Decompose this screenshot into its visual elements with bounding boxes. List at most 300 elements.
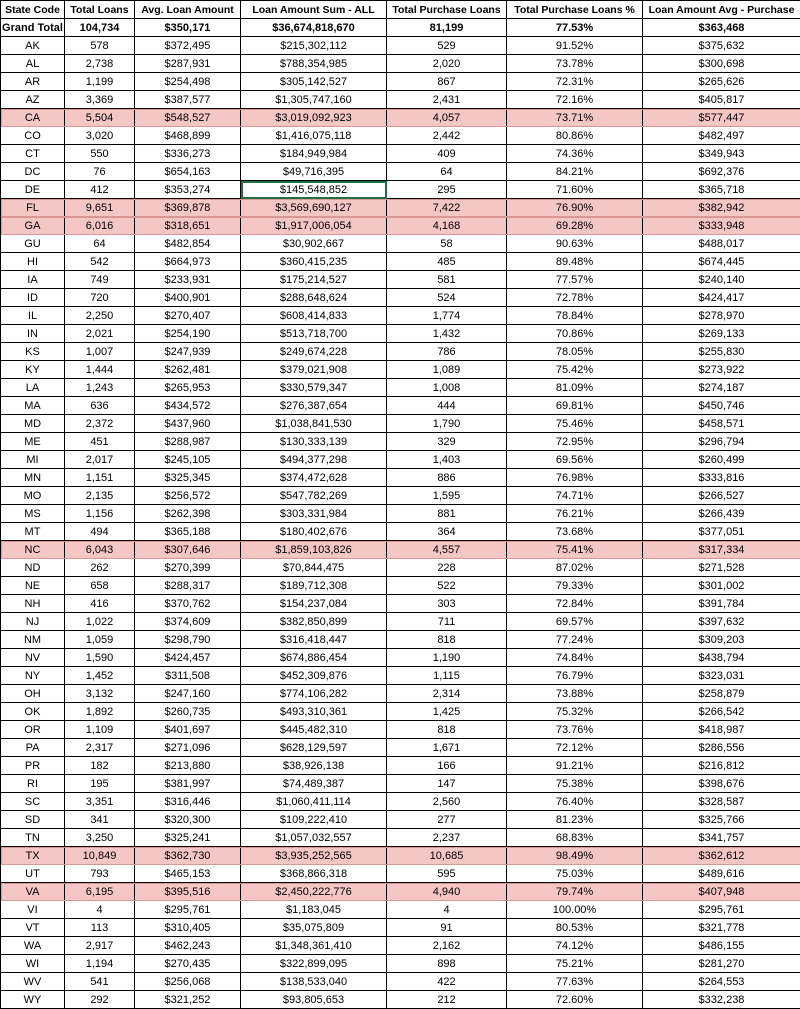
cell-loan-amount-avg-purchase[interactable]: $333,816	[643, 469, 800, 487]
cell-loan-amount-avg-purchase[interactable]: $295,761	[643, 901, 800, 919]
cell-loan-amount-sum[interactable]: $322,899,095	[241, 955, 387, 973]
cell-total-loans[interactable]: 10,849	[65, 847, 135, 865]
cell-avg-loan-amount[interactable]: $288,987	[135, 433, 241, 451]
cell-purchase-loans-pct[interactable]: 78.84%	[507, 307, 643, 325]
cell-purchase-loans[interactable]: 58	[387, 235, 507, 253]
cell-purchase-loans-pct[interactable]: 72.60%	[507, 991, 643, 1009]
header-state-code[interactable]: State Code	[1, 1, 65, 19]
cell-total-loans[interactable]: 793	[65, 865, 135, 883]
cell-purchase-loans[interactable]: 1,190	[387, 649, 507, 667]
cell-purchase-loans[interactable]: 444	[387, 397, 507, 415]
cell-state-code[interactable]: SD	[1, 811, 65, 829]
cell-total-loans[interactable]: 3,369	[65, 91, 135, 109]
cell-purchase-loans-pct[interactable]: 81.23%	[507, 811, 643, 829]
cell-total-loans[interactable]: 542	[65, 253, 135, 271]
cell-purchase-loans-pct[interactable]: 76.98%	[507, 469, 643, 487]
cell-avg-loan-amount[interactable]: $401,697	[135, 721, 241, 739]
cell-state-code[interactable]: WA	[1, 937, 65, 955]
cell-state-code[interactable]: LA	[1, 379, 65, 397]
cell-state-code[interactable]: RI	[1, 775, 65, 793]
cell-total-loans[interactable]: 5,504	[65, 109, 135, 127]
cell-state-code[interactable]: AZ	[1, 91, 65, 109]
cell-avg-loan-amount[interactable]: $245,105	[135, 451, 241, 469]
cell-loan-amount-avg-purchase[interactable]: $266,439	[643, 505, 800, 523]
cell-purchase-loans[interactable]: 524	[387, 289, 507, 307]
cell-loan-amount-sum[interactable]: $305,142,527	[241, 73, 387, 91]
cell-purchase-loans[interactable]: 303	[387, 595, 507, 613]
cell-loan-amount-sum[interactable]: $513,718,700	[241, 325, 387, 343]
cell-total-loans[interactable]: 3,020	[65, 127, 135, 145]
cell-state-code[interactable]: MI	[1, 451, 65, 469]
cell-avg-loan-amount[interactable]: $468,899	[135, 127, 241, 145]
cell-total-loans[interactable]: 2,372	[65, 415, 135, 433]
cell-purchase-loans-pct[interactable]: 72.31%	[507, 73, 643, 91]
cell-purchase-loans-pct[interactable]: 90.63%	[507, 235, 643, 253]
cell-state-code[interactable]: NJ	[1, 613, 65, 631]
cell-avg-loan-amount[interactable]: $365,188	[135, 523, 241, 541]
cell-purchase-loans-pct[interactable]: 75.21%	[507, 955, 643, 973]
cell-avg-loan-amount[interactable]: $381,997	[135, 775, 241, 793]
cell-loan-amount-avg-purchase[interactable]: $323,031	[643, 667, 800, 685]
cell-loan-amount-sum[interactable]: $494,377,298	[241, 451, 387, 469]
cell-purchase-loans[interactable]: 529	[387, 37, 507, 55]
cell-loan-amount-avg-purchase[interactable]: $438,794	[643, 649, 800, 667]
cell-avg-loan-amount[interactable]: $482,854	[135, 235, 241, 253]
cell-loan-amount-avg-purchase[interactable]: $692,376	[643, 163, 800, 181]
cell-loan-amount-sum[interactable]: $184,949,984	[241, 145, 387, 163]
cell-state-code[interactable]: MO	[1, 487, 65, 505]
cell-state-code[interactable]: FL	[1, 199, 65, 217]
cell-state-code[interactable]: NV	[1, 649, 65, 667]
cell-state-code[interactable]: HI	[1, 253, 65, 271]
cell-purchase-loans[interactable]: 1,115	[387, 667, 507, 685]
cell-state-code[interactable]: GA	[1, 217, 65, 235]
cell-purchase-loans[interactable]: 818	[387, 721, 507, 739]
header-loan-amount-sum-all[interactable]: Loan Amount Sum - ALL	[241, 1, 387, 19]
cell-avg-loan-amount[interactable]: $254,498	[135, 73, 241, 91]
cell-avg-loan-amount[interactable]: $311,508	[135, 667, 241, 685]
cell-loan-amount-sum[interactable]: $215,302,112	[241, 37, 387, 55]
cell-avg-loan-amount[interactable]: $310,405	[135, 919, 241, 937]
cell-purchase-loans[interactable]: 422	[387, 973, 507, 991]
cell-loan-amount-sum[interactable]: $1,038,841,530	[241, 415, 387, 433]
cell-total-loans[interactable]: 1,199	[65, 73, 135, 91]
cell-loan-amount-avg-purchase[interactable]: $397,632	[643, 613, 800, 631]
cell-loan-amount-sum[interactable]: $74,489,387	[241, 775, 387, 793]
cell-state-code[interactable]: MT	[1, 523, 65, 541]
cell-purchase-loans[interactable]: 2,431	[387, 91, 507, 109]
cell-loan-amount-avg-purchase[interactable]: $264,553	[643, 973, 800, 991]
cell-purchase-loans[interactable]: 4	[387, 901, 507, 919]
cell-loan-amount-avg-purchase[interactable]: $281,270	[643, 955, 800, 973]
cell-total-loans[interactable]: 195	[65, 775, 135, 793]
cell-loan-amount-avg-purchase[interactable]: $382,942	[643, 199, 800, 217]
cell-loan-amount-avg-purchase[interactable]: $362,612	[643, 847, 800, 865]
cell-purchase-loans[interactable]: 1,671	[387, 739, 507, 757]
cell-avg-loan-amount[interactable]: $370,762	[135, 595, 241, 613]
cell-purchase-loans-pct[interactable]: 73.71%	[507, 109, 643, 127]
cell-loan-amount-avg-purchase[interactable]: $301,002	[643, 577, 800, 595]
cell-avg-loan-amount[interactable]: $260,735	[135, 703, 241, 721]
cell-purchase-loans-pct[interactable]: 72.12%	[507, 739, 643, 757]
cell-loan-amount-avg-purchase[interactable]: $398,676	[643, 775, 800, 793]
cell-avg-loan-amount[interactable]: $465,153	[135, 865, 241, 883]
cell-loan-amount-sum[interactable]: $330,579,347	[241, 379, 387, 397]
cell-purchase-loans[interactable]: 711	[387, 613, 507, 631]
cell-purchase-loans[interactable]: 886	[387, 469, 507, 487]
cell-purchase-loans-pct[interactable]: 75.38%	[507, 775, 643, 793]
cell-purchase-loans-pct[interactable]: 73.88%	[507, 685, 643, 703]
cell-avg-loan-amount[interactable]: $424,457	[135, 649, 241, 667]
cell-avg-loan-amount[interactable]: $548,527	[135, 109, 241, 127]
cell-purchase-loans[interactable]: 595	[387, 865, 507, 883]
cell-purchase-loans[interactable]: 91	[387, 919, 507, 937]
cell-total-loans[interactable]: 1,590	[65, 649, 135, 667]
cell-avg-loan-amount[interactable]: $262,481	[135, 361, 241, 379]
cell-avg-loan-amount[interactable]: $400,901	[135, 289, 241, 307]
cell-loan-amount-avg-purchase[interactable]: $577,447	[643, 109, 800, 127]
cell-avg-loan-amount[interactable]: $353,274	[135, 181, 241, 199]
cell-avg-loan-amount[interactable]: $654,163	[135, 163, 241, 181]
cell-loan-amount-avg-purchase[interactable]: $274,187	[643, 379, 800, 397]
cell-avg-loan-amount[interactable]: $256,068	[135, 973, 241, 991]
cell-purchase-loans-pct[interactable]: 79.33%	[507, 577, 643, 595]
cell-purchase-loans-pct[interactable]: 72.95%	[507, 433, 643, 451]
cell-state-code[interactable]: CT	[1, 145, 65, 163]
cell-loan-amount-sum[interactable]: $175,214,527	[241, 271, 387, 289]
cell-purchase-loans[interactable]: 1,089	[387, 361, 507, 379]
cell-purchase-loans-pct[interactable]: 75.41%	[507, 541, 643, 559]
cell-state-code[interactable]: KS	[1, 343, 65, 361]
cell-loan-amount-sum[interactable]: $3,569,690,127	[241, 199, 387, 217]
cell-avg-loan-amount[interactable]: $233,931	[135, 271, 241, 289]
cell-total-loans[interactable]: 720	[65, 289, 135, 307]
cell-purchase-loans-pct[interactable]: 75.32%	[507, 703, 643, 721]
cell-purchase-loans-pct[interactable]: 80.86%	[507, 127, 643, 145]
cell-purchase-loans[interactable]: 2,237	[387, 829, 507, 847]
cell-avg-loan-amount[interactable]: $387,577	[135, 91, 241, 109]
cell-purchase-loans-pct[interactable]: 77.57%	[507, 271, 643, 289]
cell-state-code[interactable]: OH	[1, 685, 65, 703]
cell-loan-amount-avg-purchase[interactable]: $424,417	[643, 289, 800, 307]
cell-state-code[interactable]: AL	[1, 55, 65, 73]
cell-loan-amount-avg-purchase[interactable]: $365,718	[643, 181, 800, 199]
cell-loan-amount-sum[interactable]: $303,331,984	[241, 505, 387, 523]
cell-total-loans[interactable]: 9,651	[65, 199, 135, 217]
cell-loan-amount-avg-purchase[interactable]: $458,571	[643, 415, 800, 433]
cell-purchase-loans[interactable]: 329	[387, 433, 507, 451]
cell-avg-loan-amount[interactable]: $307,646	[135, 541, 241, 559]
selected-cell-loan-amount-sum[interactable]: $145,548,852	[241, 181, 387, 199]
cell-purchase-loans-pct[interactable]: 76.90%	[507, 199, 643, 217]
cell-loan-amount-sum[interactable]: $608,414,833	[241, 307, 387, 325]
cell-loan-amount-avg-purchase[interactable]: $286,556	[643, 739, 800, 757]
cell-loan-amount-avg-purchase[interactable]: $255,830	[643, 343, 800, 361]
cell-loan-amount-sum[interactable]: $249,674,228	[241, 343, 387, 361]
cell-state-code[interactable]: NH	[1, 595, 65, 613]
cell-avg-loan-amount[interactable]: $270,399	[135, 559, 241, 577]
cell-state-code[interactable]: CA	[1, 109, 65, 127]
cell-purchase-loans-pct[interactable]: 72.78%	[507, 289, 643, 307]
cell-total-loans[interactable]: 2,738	[65, 55, 135, 73]
cell-loan-amount-sum[interactable]: $445,482,310	[241, 721, 387, 739]
cell-loan-amount-sum[interactable]: $547,782,269	[241, 487, 387, 505]
cell-state-code[interactable]: DE	[1, 181, 65, 199]
cell-state-code[interactable]: AK	[1, 37, 65, 55]
cell-total-loans[interactable]: 4	[65, 901, 135, 919]
cell-loan-amount-sum[interactable]: $38,926,138	[241, 757, 387, 775]
cell-loan-amount-avg-purchase[interactable]: $296,794	[643, 433, 800, 451]
cell-loan-amount-avg-purchase[interactable]: $405,817	[643, 91, 800, 109]
cell-loan-amount-avg-purchase[interactable]: $266,527	[643, 487, 800, 505]
cell-total-loans[interactable]: 2,021	[65, 325, 135, 343]
cell-total-loans[interactable]: 749	[65, 271, 135, 289]
cell-total-loans[interactable]: 1,022	[65, 613, 135, 631]
cell-loan-amount-sum[interactable]: $1,348,361,410	[241, 937, 387, 955]
cell-loan-amount-avg-purchase[interactable]: $486,155	[643, 937, 800, 955]
cell-avg-loan-amount[interactable]: $362,730	[135, 847, 241, 865]
cell-avg-loan-amount[interactable]: $271,096	[135, 739, 241, 757]
cell-purchase-loans-pct[interactable]: 69.81%	[507, 397, 643, 415]
cell-purchase-loans-pct[interactable]: 73.76%	[507, 721, 643, 739]
cell-avg-loan-amount[interactable]: $395,516	[135, 883, 241, 901]
cell-total-loans[interactable]: 6,043	[65, 541, 135, 559]
cell-loan-amount-sum[interactable]: $788,354,985	[241, 55, 387, 73]
cell-loan-amount-avg-purchase[interactable]: $349,943	[643, 145, 800, 163]
cell-state-code[interactable]: MA	[1, 397, 65, 415]
cell-purchase-loans[interactable]: 522	[387, 577, 507, 595]
cell-total-loans[interactable]: 1,243	[65, 379, 135, 397]
cell-state-code[interactable]: NC	[1, 541, 65, 559]
cell-purchase-loans-pct[interactable]: 98.49%	[507, 847, 643, 865]
cell-total-loans[interactable]: 3,351	[65, 793, 135, 811]
cell-purchase-loans[interactable]: 166	[387, 757, 507, 775]
cell-avg-loan-amount[interactable]: $437,960	[135, 415, 241, 433]
cell-loan-amount-avg-purchase[interactable]: $391,784	[643, 595, 800, 613]
cell-avg-loan-amount[interactable]: $372,495	[135, 37, 241, 55]
cell-purchase-loans-pct[interactable]: 77.24%	[507, 631, 643, 649]
cell-avg-loan-amount[interactable]: $316,446	[135, 793, 241, 811]
cell-purchase-loans[interactable]: 277	[387, 811, 507, 829]
cell-purchase-loans-pct[interactable]: 74.12%	[507, 937, 643, 955]
cell-purchase-loans[interactable]: 4,168	[387, 217, 507, 235]
cell-total-loans[interactable]: 2,917	[65, 937, 135, 955]
cell-avg-loan-amount[interactable]: $247,939	[135, 343, 241, 361]
cell-purchase-loans-pct[interactable]: 84.21%	[507, 163, 643, 181]
cell-purchase-loans[interactable]: 581	[387, 271, 507, 289]
cell-avg-loan-amount[interactable]: $287,931	[135, 55, 241, 73]
cell-total-loans[interactable]: 3,132	[65, 685, 135, 703]
cell-state-code[interactable]: WV	[1, 973, 65, 991]
cell-avg-loan-amount[interactable]: $321,252	[135, 991, 241, 1009]
cell-state-code[interactable]: ND	[1, 559, 65, 577]
cell-state-code[interactable]: MD	[1, 415, 65, 433]
cell-total-loans[interactable]: 494	[65, 523, 135, 541]
cell-purchase-loans-pct[interactable]: 74.36%	[507, 145, 643, 163]
cell-loan-amount-avg-purchase[interactable]: $271,528	[643, 559, 800, 577]
cell-avg-loan-amount[interactable]: $325,241	[135, 829, 241, 847]
cell-loan-amount-avg-purchase[interactable]: $333,948	[643, 217, 800, 235]
cell-loan-amount-avg-purchase[interactable]: $266,542	[643, 703, 800, 721]
cell-purchase-loans-pct[interactable]: 74.84%	[507, 649, 643, 667]
cell-purchase-loans[interactable]: 4,057	[387, 109, 507, 127]
cell-loan-amount-avg-purchase[interactable]: $450,746	[643, 397, 800, 415]
cell-loan-amount-sum[interactable]: $1,305,747,160	[241, 91, 387, 109]
cell-loan-amount-avg-purchase[interactable]: $321,778	[643, 919, 800, 937]
cell-loan-amount-avg-purchase[interactable]: $375,632	[643, 37, 800, 55]
cell-loan-amount-sum[interactable]: $3,019,092,923	[241, 109, 387, 127]
cell-purchase-loans[interactable]: 898	[387, 955, 507, 973]
cell-loan-amount-sum[interactable]: $1,183,045	[241, 901, 387, 919]
cell-loan-amount-sum[interactable]: $70,844,475	[241, 559, 387, 577]
cell-avg-loan-amount[interactable]: $462,243	[135, 937, 241, 955]
cell-loan-amount-sum[interactable]: $189,712,308	[241, 577, 387, 595]
cell-loan-amount-avg-purchase[interactable]: $317,334	[643, 541, 800, 559]
cell-state-code[interactable]: PR	[1, 757, 65, 775]
cell-avg-loan-amount[interactable]: $369,878	[135, 199, 241, 217]
cell-purchase-loans[interactable]: 1,774	[387, 307, 507, 325]
cell-purchase-loans[interactable]: 1,425	[387, 703, 507, 721]
cell-total-loans[interactable]: 1,452	[65, 667, 135, 685]
cell-state-code[interactable]: MS	[1, 505, 65, 523]
cell-purchase-loans-pct[interactable]: 69.28%	[507, 217, 643, 235]
cell-purchase-loans[interactable]: 881	[387, 505, 507, 523]
cell-purchase-loans[interactable]: 1,432	[387, 325, 507, 343]
cell-total-loans[interactable]: 1,059	[65, 631, 135, 649]
cell-loan-amount-sum[interactable]: $138,533,040	[241, 973, 387, 991]
cell-total-loans[interactable]: 1,194	[65, 955, 135, 973]
cell-purchase-loans-pct[interactable]: 75.46%	[507, 415, 643, 433]
cell-purchase-loans[interactable]: 212	[387, 991, 507, 1009]
cell-loan-amount-avg-purchase[interactable]: $258,879	[643, 685, 800, 703]
cell-loan-amount-avg-purchase[interactable]: $418,987	[643, 721, 800, 739]
cell-avg-loan-amount[interactable]: $336,273	[135, 145, 241, 163]
cell-state-code[interactable]: OK	[1, 703, 65, 721]
cell-loan-amount-avg-purchase[interactable]: $488,017	[643, 235, 800, 253]
cell-avg-loan-amount[interactable]: $247,160	[135, 685, 241, 703]
cell-loan-amount-avg-purchase[interactable]: $325,766	[643, 811, 800, 829]
cell-state-code[interactable]: IA	[1, 271, 65, 289]
cell-purchase-loans[interactable]: 10,685	[387, 847, 507, 865]
cell-purchase-loans[interactable]: 1,790	[387, 415, 507, 433]
cell-purchase-loans-pct[interactable]: 76.21%	[507, 505, 643, 523]
cell-total-loans[interactable]: 2,017	[65, 451, 135, 469]
cell-state-code[interactable]: VI	[1, 901, 65, 919]
cell-avg-loan-amount[interactable]: $298,790	[135, 631, 241, 649]
cell-total-loans[interactable]: 541	[65, 973, 135, 991]
cell-purchase-loans[interactable]: 7,422	[387, 199, 507, 217]
cell-total-loans[interactable]: 182	[65, 757, 135, 775]
header-avg-loan-amount[interactable]: Avg. Loan Amount	[135, 1, 241, 19]
cell-loan-amount-sum[interactable]: $1,057,032,557	[241, 829, 387, 847]
cell-avg-loan-amount[interactable]: $288,317	[135, 577, 241, 595]
cell-state-code[interactable]: GU	[1, 235, 65, 253]
cell-avg-loan-amount[interactable]: $265,953	[135, 379, 241, 397]
cell-loan-amount-avg-purchase[interactable]: $328,587	[643, 793, 800, 811]
cell-state-code[interactable]: SC	[1, 793, 65, 811]
cell-purchase-loans-pct[interactable]: 71.60%	[507, 181, 643, 199]
cell-avg-loan-amount[interactable]: $270,407	[135, 307, 241, 325]
header-total-purchase-loans[interactable]: Total Purchase Loans	[387, 1, 507, 19]
cell-total-loans[interactable]: 262	[65, 559, 135, 577]
cell-purchase-loans-pct[interactable]: 76.79%	[507, 667, 643, 685]
cell-total-loans[interactable]: 113	[65, 919, 135, 937]
cell-loan-amount-sum[interactable]: $360,415,235	[241, 253, 387, 271]
cell-total-loans[interactable]: 1,109	[65, 721, 135, 739]
cell-total-loans[interactable]: 550	[65, 145, 135, 163]
cell-loan-amount-sum[interactable]: $154,237,084	[241, 595, 387, 613]
cell-purchase-loans[interactable]: 2,314	[387, 685, 507, 703]
cell-purchase-loans-pct[interactable]: 89.48%	[507, 253, 643, 271]
cell-avg-loan-amount[interactable]: $664,973	[135, 253, 241, 271]
cell-loan-amount-avg-purchase[interactable]: $216,812	[643, 757, 800, 775]
cell-loan-amount-avg-purchase[interactable]: $489,616	[643, 865, 800, 883]
cell-loan-amount-sum[interactable]: $109,222,410	[241, 811, 387, 829]
cell-purchase-loans[interactable]: 1,595	[387, 487, 507, 505]
cell-avg-loan-amount[interactable]: $374,609	[135, 613, 241, 631]
cell-purchase-loans[interactable]: 2,020	[387, 55, 507, 73]
header-loan-amount-avg-purchase[interactable]: Loan Amount Avg - Purchase	[643, 1, 800, 19]
cell-state-code[interactable]: TN	[1, 829, 65, 847]
cell-purchase-loans-pct[interactable]: 73.78%	[507, 55, 643, 73]
cell-purchase-loans-pct[interactable]: 73.68%	[507, 523, 643, 541]
cell-loan-amount-sum[interactable]: $374,472,628	[241, 469, 387, 487]
cell-purchase-loans-pct[interactable]: 75.03%	[507, 865, 643, 883]
grand-total-total-loans[interactable]: 104,734	[65, 19, 135, 37]
cell-purchase-loans[interactable]: 867	[387, 73, 507, 91]
cell-loan-amount-avg-purchase[interactable]: $265,626	[643, 73, 800, 91]
cell-total-loans[interactable]: 1,892	[65, 703, 135, 721]
cell-loan-amount-sum[interactable]: $30,902,667	[241, 235, 387, 253]
cell-total-loans[interactable]: 1,156	[65, 505, 135, 523]
cell-total-loans[interactable]: 658	[65, 577, 135, 595]
cell-loan-amount-avg-purchase[interactable]: $273,922	[643, 361, 800, 379]
cell-purchase-loans-pct[interactable]: 69.56%	[507, 451, 643, 469]
cell-loan-amount-sum[interactable]: $180,402,676	[241, 523, 387, 541]
cell-avg-loan-amount[interactable]: $325,345	[135, 469, 241, 487]
cell-loan-amount-avg-purchase[interactable]: $674,445	[643, 253, 800, 271]
cell-total-loans[interactable]: 2,317	[65, 739, 135, 757]
cell-loan-amount-avg-purchase[interactable]: $240,140	[643, 271, 800, 289]
cell-loan-amount-sum[interactable]: $49,716,395	[241, 163, 387, 181]
cell-purchase-loans[interactable]: 295	[387, 181, 507, 199]
cell-avg-loan-amount[interactable]: $213,880	[135, 757, 241, 775]
cell-loan-amount-sum[interactable]: $316,418,447	[241, 631, 387, 649]
cell-purchase-loans[interactable]: 818	[387, 631, 507, 649]
cell-purchase-loans-pct[interactable]: 75.42%	[507, 361, 643, 379]
cell-purchase-loans-pct[interactable]: 72.16%	[507, 91, 643, 109]
cell-loan-amount-avg-purchase[interactable]: $278,970	[643, 307, 800, 325]
cell-state-code[interactable]: WY	[1, 991, 65, 1009]
cell-total-loans[interactable]: 1,007	[65, 343, 135, 361]
cell-state-code[interactable]: IL	[1, 307, 65, 325]
header-total-loans[interactable]: Total Loans	[65, 1, 135, 19]
cell-total-loans[interactable]: 451	[65, 433, 135, 451]
cell-purchase-loans[interactable]: 228	[387, 559, 507, 577]
cell-state-code[interactable]: DC	[1, 163, 65, 181]
cell-purchase-loans-pct[interactable]: 72.84%	[507, 595, 643, 613]
cell-state-code[interactable]: NY	[1, 667, 65, 685]
cell-total-loans[interactable]: 1,151	[65, 469, 135, 487]
cell-purchase-loans-pct[interactable]: 78.05%	[507, 343, 643, 361]
cell-purchase-loans-pct[interactable]: 77.63%	[507, 973, 643, 991]
cell-purchase-loans[interactable]: 64	[387, 163, 507, 181]
cell-purchase-loans-pct[interactable]: 70.86%	[507, 325, 643, 343]
cell-avg-loan-amount[interactable]: $270,435	[135, 955, 241, 973]
cell-total-loans[interactable]: 292	[65, 991, 135, 1009]
cell-purchase-loans[interactable]: 364	[387, 523, 507, 541]
cell-loan-amount-sum[interactable]: $452,309,876	[241, 667, 387, 685]
